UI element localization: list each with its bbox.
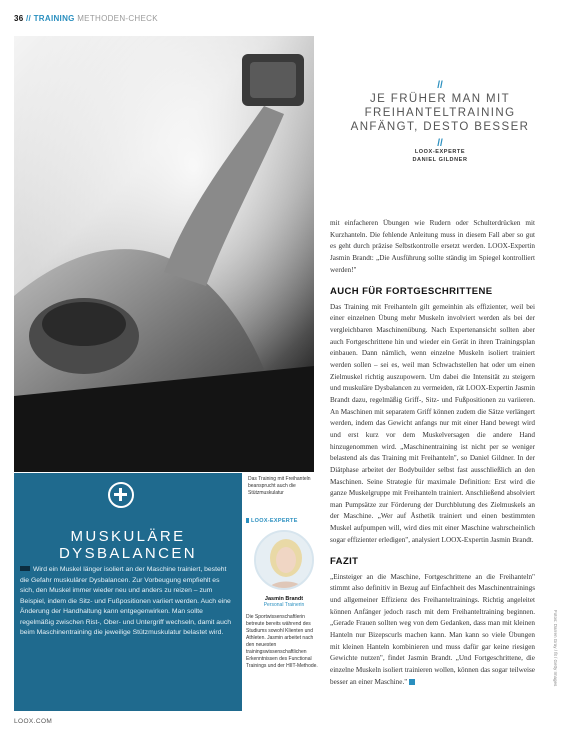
header-separator: // bbox=[26, 14, 32, 23]
hero-photo bbox=[14, 36, 314, 472]
expert-role: Personal Trainerin bbox=[263, 602, 305, 608]
article-column bbox=[330, 218, 535, 688]
paragraph-fazit bbox=[330, 572, 535, 689]
photo-credit bbox=[551, 610, 559, 720]
expert-card bbox=[246, 518, 322, 670]
plus-circle-icon bbox=[108, 482, 134, 508]
quote-text: JE FRÜHER MAN MIT FREIHANTELTRAINING ANFÄNGT, DESTO BESSER bbox=[350, 93, 530, 133]
heading-fazit: FAZIT bbox=[330, 556, 359, 568]
quote-slashes-bottom: // bbox=[437, 138, 443, 150]
expert-tag: LOOX-EXPERTE bbox=[246, 518, 322, 524]
page-number: 36 bbox=[14, 14, 24, 23]
infobox-text bbox=[20, 565, 232, 639]
infobox-title-line1: MUSKULÄRE bbox=[70, 528, 186, 545]
pull-quote bbox=[330, 80, 550, 165]
infobox-marker-icon bbox=[20, 566, 30, 571]
expert-name: Jasmin Brandt bbox=[264, 596, 304, 602]
portrait-image bbox=[256, 532, 314, 590]
infobox-body: Wird ein Muskel länger isoliert an der Maschine trainiert, besteht die Gefahr muskulärer Dysbalancen. Zur Vorbeugung empfiehlt es sich, den Muskel immer wieder neu und anders zu reizen – zum Beispiel, indem die Sitz- und Fußpositionen variiert werden. Auch eine Änderung der Handhaltung kann entgegenwirken. Man sollte regelmäßig zwischen Rist-, Ober- und Untergriff wechseln, damit auch beim Maschinentraining die jeweilige Stützmuskulatur belastet wird. bbox=[20, 566, 232, 637]
subsection-title: METHODEN-CHECK bbox=[77, 14, 158, 23]
article-intro: mit einfacheren Übungen wie Rudern oder Schulterdrücken mit Kurzhanteln. Die fehlende Anleitung muss in diesem Fall aber so gut es geht durch präzise Selbstkontrolle ersetzt werden. LOOX-Expertin Jasmin Brandt: „Die Ausführung sollte ständig im Spiegel kontrolliert werden!" bbox=[330, 219, 535, 274]
page-footer: LOOX.COM bbox=[14, 718, 53, 725]
infobox-title-line2: DYSBALANCEN bbox=[58, 545, 198, 563]
quote-author-label: LOOX-EXPERTE bbox=[414, 149, 466, 156]
end-mark-icon bbox=[409, 679, 415, 685]
heading-advanced: AUCH FÜR FORTGESCHRITTENE bbox=[330, 286, 493, 298]
quote-slashes-top: // bbox=[437, 80, 443, 91]
photo-credit-text: Fotos: Darren Gray / fit / Getty Images bbox=[553, 610, 558, 687]
paragraph-advanced: Das Training mit Freihanteln gilt gemeinhin als effizienter, weil bei einer einzelnen Übung mehr Muskeln involviert werden als bei der vergleichbaren Maschinenübung. Nach Expertenansicht sollten aber auch Fortgeschrittene hin und wieder ein Gerät in ihren Trainingsplan einbauen. Dann nämlich, wenn einzelne Muskeln isoliert trainiert werden sollen – sei es, weil man Schwachstellen hat oder um einen Zielmuskel richtig auszupowern. Um dabei die Intensität zu steigern und muskuläre Dysbalancen zu vermeiden, rät LOOX-Expertin Jasmin Brandt dazu, regelmäßig Griff-, Sitz- und Fußpositionen zu variieren. An Maschinen mit separatem Griff können zudem die Sätze verlängert werden, indem das Gewicht anfangs nur mit einer Hand bewegt wird und erst kurz vor dem Muskelversagen die andere Hand hinzugenommen wird. „Maschinentraining ist nicht per se weniger belastend als das Training mit Freihanteln", so Daniel Gildner. In der Diätphase arbeitet der Bodybuilder selbst fast ausschließlich an den Maschinen. Seine Strategie für maximale Definition: Erst wird die ganze Muskelgruppe mit Freihanteln trainiert. Anschließend absolviert man Pumpsätze zur Förderung der Durchblutung des Zielmuskels an der Maschine. „Wer auf Ästhetik trainiert und einen bestimmten Muskel aufpumpen will, wird dies mit einer Maschine wahrscheinlich sogar effizienter erledigen", analysiert LOOX-Expertin Jasmin Brandt. bbox=[330, 302, 535, 544]
infobox-title bbox=[14, 528, 242, 563]
expert-portrait bbox=[254, 530, 314, 590]
quote-author-name: DANIEL GILDNER bbox=[412, 157, 468, 164]
section-title: TRAINING bbox=[33, 14, 75, 23]
page-header bbox=[14, 14, 158, 23]
fazit-text: „Einsteiger an die Maschine, Fortgeschrittene an die Freihanteln" stimmt also definitiv in Bezug auf Einfachheit des Maschinentrainings und allgemeiner Effizienz des Freihanteltrainings. Richtig angeleitet können Anfänger jedoch rasch mit dem Freihanteltraining beginnen. „Gerade Frauen sollten weg von dem Gedanken, dass man mit kleinen Hanteln nur Bizepscurls machen kann. Man kann so viele Übungen mit kleinen Hanteln kombinieren und muss dafür gar keine riesigen Gewichte nutzen", findet Jasmin Brandt. „Und Fortgeschrittene, die einzelne Muskeln isoliert trainieren wollen, können das sogar teilweise besser an einer Maschine." bbox=[330, 572, 535, 686]
photo-caption: Das Training mit Freihanteln beansprucht auch die Stützmuskulatur bbox=[248, 476, 311, 496]
expert-bio: Die Sportwissenschaftlerin betreute bereits während des Studiums sowohl Klienten und Athleten. Jasmin arbeitet nach den neuesten trainingswissenschaftlichen Erkenntnissen des Functional Trainings und der HIIT-Methode. bbox=[246, 614, 318, 669]
athlete-illustration bbox=[14, 36, 314, 472]
